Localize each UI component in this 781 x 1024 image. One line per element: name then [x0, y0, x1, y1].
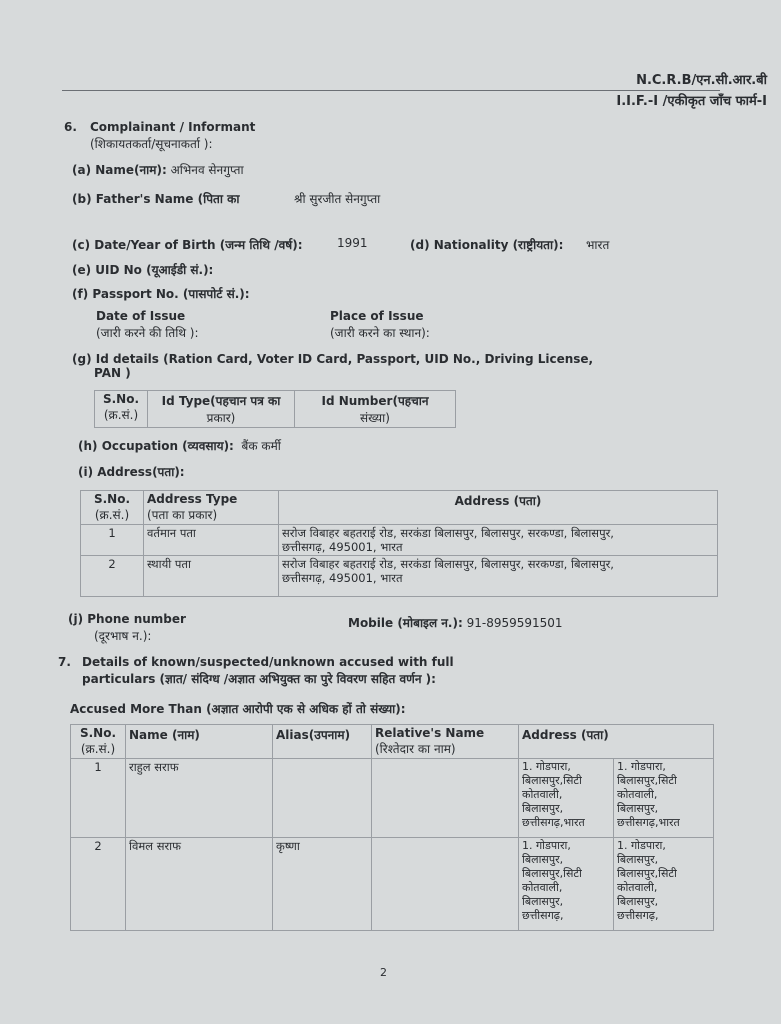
- acc-row2-addr1-l4: कोतवाली,: [522, 881, 563, 894]
- table-row: [71, 725, 714, 759]
- doi-label: Date of Issue: [96, 309, 186, 323]
- acc-row2-alias: कृष्णा: [273, 838, 372, 931]
- acc-col-sno: [71, 725, 126, 759]
- poi-label: Place of Issue: [330, 309, 424, 323]
- acc-row2-name: विमल सराफ: [126, 838, 273, 931]
- acc-row1-addr1-l4: बिलासपुर,: [522, 802, 564, 815]
- address-table: [80, 490, 718, 597]
- acc-col-name: Name (नाम): [126, 725, 273, 759]
- addr-col-sno-label-hi: (क्र.सं.): [94, 508, 130, 522]
- doi-label-hi: (जारी करने की तिथि ):: [96, 326, 199, 340]
- mobile-row: [348, 614, 563, 631]
- id-col-type-label: Id Type(पहचान पत्र का: [161, 394, 281, 408]
- acc-row1-addr2-l2: बिलासपुर,सिटी: [617, 774, 677, 787]
- section7-title-2: particulars (ज्ञात/ संदिग्ध /अज्ञात अभियुक्त का पुरे विवरण सहित वर्णन ):: [82, 672, 436, 686]
- father-value: श्री सुरजीत सेनगुप्ता: [294, 192, 381, 206]
- id-col-type: [148, 391, 295, 428]
- mobile-label: Mobile (मोबाइल न.):: [348, 616, 463, 630]
- acc-row1-name: राहुल सराफ: [126, 759, 273, 838]
- acc-row2-addr2-l1: 1. गोडपारा,: [617, 839, 666, 852]
- acc-row2-addr2-l3: बिलासपुर,सिटी: [617, 867, 677, 880]
- acc-row2-addr1-l3: बिलासपुर,सिटी: [522, 867, 582, 880]
- addr-row1-type: वर्तमान पता: [144, 525, 279, 556]
- id-details-table: [94, 390, 456, 428]
- phone-label-hi: (दूरभाष न.):: [94, 629, 152, 643]
- page-number: 2: [380, 966, 387, 979]
- acc-col-sno-label-hi: (क्र.सं.): [80, 742, 116, 756]
- id-col-number-label-hi: संख्या): [360, 411, 390, 425]
- name-label: [72, 161, 244, 178]
- nationality-label: (d) Nationality (राष्ट्रीयता):: [410, 238, 564, 252]
- addr-col-sno: [81, 491, 144, 525]
- addr-col-sno-label: S.No.: [93, 492, 131, 506]
- addr-col-type: [144, 491, 279, 525]
- section6-number: 6.: [64, 120, 77, 134]
- acc-row1-alias: [273, 759, 372, 838]
- acc-row1-addr2-l4: बिलासपुर,: [617, 802, 659, 815]
- acc-row1-addr1-l3: कोतवाली,: [522, 788, 563, 801]
- id-details-label: (g) Id details (Ration Card, Voter ID Card, Passport, UID No., Driving License,: [72, 352, 594, 366]
- addr-col-address: Address (पता): [279, 491, 718, 525]
- acc-row2-sno: 2: [71, 838, 126, 931]
- id-details-label-2: PAN ): [94, 366, 131, 380]
- table-row: [71, 838, 714, 931]
- section7-title: Details of known/suspected/unknown accused with full: [82, 655, 454, 669]
- id-col-type-label-hi: प्रकार): [206, 411, 236, 425]
- acc-row2-addr2-l2: बिलासपुर,: [617, 853, 659, 866]
- header-form-title: I.I.F.-I /एकीकृत जाँच फार्म-I: [616, 94, 767, 109]
- acc-row2-addr1-l6: छत्तीसगढ़,: [522, 909, 564, 922]
- table-row: [71, 759, 714, 838]
- acc-row2-addr1-l5: बिलासपुर,: [522, 895, 564, 908]
- id-col-sno-label: S.No.: [102, 392, 140, 406]
- acc-row2-address-1: [519, 838, 614, 931]
- table-row: [95, 391, 456, 428]
- section6-title: Complainant / Informant: [90, 120, 256, 134]
- addr-row1-line1: सरोज विबाहर बहतराई रोड, सरकंडा बिलासपुर, बिलासपुर, सरकण्डा, बिलासपुर,: [282, 526, 614, 540]
- acc-row2-addr1-l1: 1. गोडपारा,: [522, 839, 571, 852]
- address-label: (i) Address(पता):: [78, 465, 185, 479]
- acc-row1-addr1-l1: 1. गोडपारा,: [522, 760, 571, 773]
- acc-col-relative-label: Relative's Name: [375, 726, 485, 740]
- header-ncrb: N.C.R.B/एन.सी.आर.बी: [636, 73, 767, 88]
- acc-col-alias: Alias(उपनाम): [273, 725, 372, 759]
- id-col-number-label: Id Number(पहचान: [321, 394, 429, 408]
- table-row: [81, 525, 718, 556]
- acc-row1-addr2-l1: 1. गोडपारा,: [617, 760, 666, 773]
- mobile-value: 91-8959591501: [466, 616, 563, 630]
- occupation-row: [78, 437, 281, 454]
- addr-row1-sno: 1: [81, 525, 144, 556]
- addr-row2-sno: 2: [81, 556, 144, 597]
- occupation-label: (h) Occupation (व्यवसाय):: [78, 439, 234, 453]
- acc-row1-sno: 1: [71, 759, 126, 838]
- acc-row2-addr2-l5: बिलासपुर,: [617, 895, 659, 908]
- father-label-text: (b) Father's Name (पिता का: [72, 192, 240, 206]
- addr-row2-line2: छत्तीसगढ़, 495001, भारत: [282, 571, 403, 585]
- addr-col-type-label-hi: (पता का प्रकार): [147, 508, 218, 522]
- occupation-value: बैंक कर्मी: [241, 439, 281, 453]
- id-col-sno: [95, 391, 148, 428]
- section7-number: 7.: [58, 655, 71, 669]
- acc-row1-addr1-l2: बिलासपुर,सिटी: [522, 774, 582, 787]
- acc-row1-address-1: [519, 759, 614, 838]
- addr-row2-address: [279, 556, 718, 597]
- acc-row2-addr2-l4: कोतवाली,: [617, 881, 658, 894]
- acc-row2-addr2-l6: छत्तीसगढ़,: [617, 909, 659, 922]
- acc-row2-addr1-l2: बिलासपुर,: [522, 853, 564, 866]
- acc-row1-relative: [372, 759, 519, 838]
- phone-label: (j) Phone number: [68, 612, 186, 626]
- addr-row1-line2: छत्तीसगढ़, 495001, भारत: [282, 540, 403, 554]
- dob-label: (c) Date/Year of Birth (जन्म तिथि /वर्ष):: [72, 238, 303, 252]
- acc-row2-address-2: [614, 838, 714, 931]
- uid-label: (e) UID No (यूआईडी सं.):: [72, 263, 214, 277]
- table-row: [81, 556, 718, 597]
- addr-row2-line1: सरोज विबाहर बहतराई रोड, सरकंडा बिलासपुर, बिलासपुर, सरकण्डा, बिलासपुर,: [282, 557, 614, 571]
- id-col-sno-label-hi: (क्र.सं.): [103, 408, 139, 422]
- acc-row1-addr2-l5: छत्तीसगढ़,भारत: [617, 816, 680, 829]
- passport-label: (f) Passport No. (पासपोर्ट सं.):: [72, 287, 250, 301]
- addr-row2-type: स्थायी पता: [144, 556, 279, 597]
- acc-col-address: Address (पता): [519, 725, 714, 759]
- acc-row1-addr1-l5: छत्तीसगढ़,भारत: [522, 816, 585, 829]
- table-row: [81, 491, 718, 525]
- addr-row1-address: [279, 525, 718, 556]
- section6-title-hi: (शिकायतकर्ता/सूचनाकर्ता ):: [90, 137, 213, 151]
- acc-col-sno-label: S.No.: [79, 726, 117, 740]
- acc-row2-relative: [372, 838, 519, 931]
- acc-row1-address-2: [614, 759, 714, 838]
- father-label: [72, 190, 239, 207]
- acc-col-relative: [372, 725, 519, 759]
- id-col-number: [295, 391, 456, 428]
- accused-table: [70, 724, 714, 931]
- acc-row1-addr2-l3: कोतवाली,: [617, 788, 658, 801]
- dob-value: 1991: [337, 236, 368, 250]
- name-label-text: (a) Name(नाम):: [72, 163, 167, 177]
- addr-col-type-label: Address Type: [147, 492, 238, 506]
- poi-label-hi: (जारी करने का स्थान):: [330, 326, 430, 340]
- accused-more-label: Accused More Than (अज्ञात आरोपी एक से अधिक हों तो संख्या):: [70, 702, 406, 716]
- acc-col-relative-label-hi: (रिश्तेदार का नाम): [375, 742, 456, 756]
- nationality-value: भारत: [586, 238, 610, 252]
- name-value: अभिनव सेनगुप्ता: [170, 163, 244, 177]
